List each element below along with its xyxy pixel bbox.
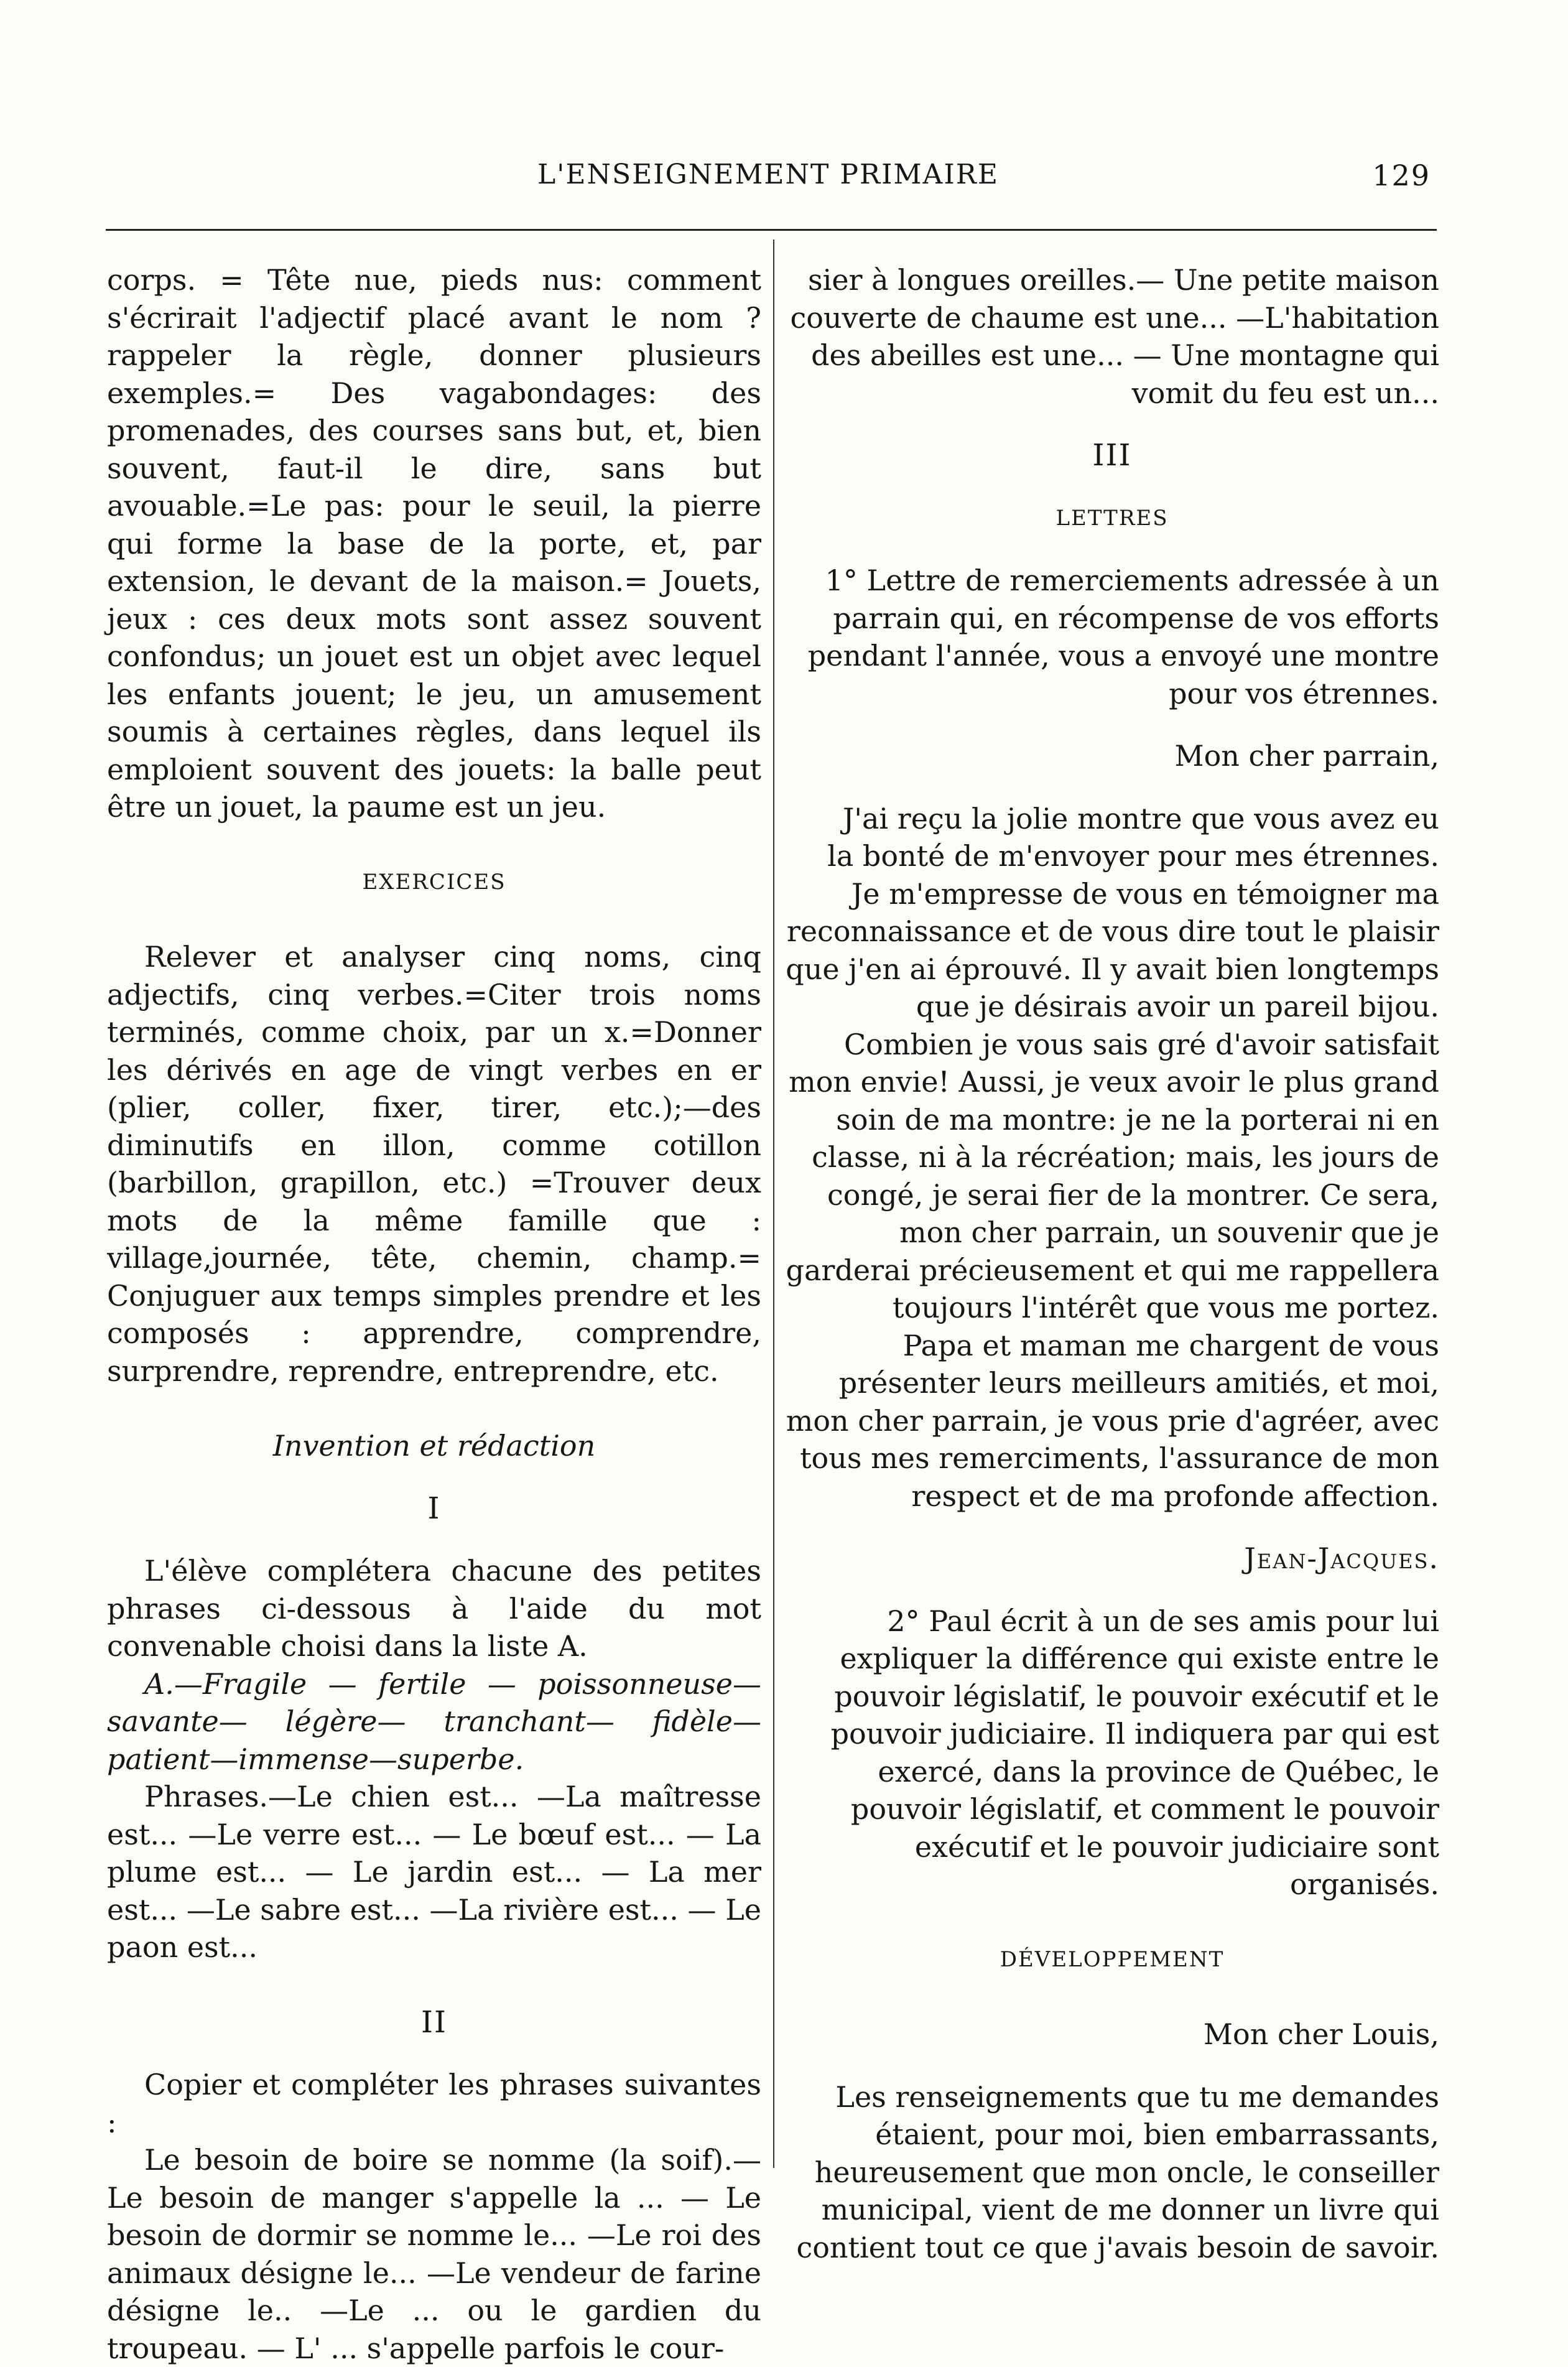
paragraph: Copier et compléter les phrases suivantes : <box>107 2068 761 2139</box>
paragraph: J'ai reçu la jolie montre que vous avez eu la bonté de m'envoyer pour mes étrennes. <box>827 801 1439 873</box>
paragraph: L'élève complétera chacune des petites phrases ci-dessous à l'aide du mot convenable choisi dans la liste A. <box>107 1554 761 1663</box>
column-divider <box>773 239 774 2168</box>
section-heading: Invention et rédaction <box>272 1429 596 1463</box>
paragraph: Je m'empresse de vous en témoigner ma reconnaissance et de vous dire tout le plaisir que j'en ai éprouvé. Il y avait bien longtemps que je désirais avoir un pareil bijou. Combien je vous sais gré d'avoir satisfait mon envie! Aussi, je veux avoir le plus grand soin de ma montre: je ne la porterai ni en classe, ni à la récréation; mais, les jours de congé, je serai fier de la montrer. Ce sera, mon cher parrain, un souvenir que je garderai précieusement et qui me rappellera toujours l'intérêt que vous me portez. <box>786 877 1439 1324</box>
right-column <box>785 261 1439 2266</box>
paragraph: Papa et maman me chargent de vous présenter leurs meilleurs amitiés, et moi, mon cher parrain, je vous prie d'agréer, avec tous mes remerciments, l'assurance de mon respect et de ma profonde affection. <box>786 1328 1439 1513</box>
salutation: Mon cher Louis, <box>1203 2017 1439 2051</box>
page-header <box>106 156 1431 199</box>
paragraph: sier à longues oreilles.— Une petite maison couverte de chaume est une... —L'habitation des abeilles est une... — Une montagne qui vomit du feu est un... <box>790 263 1439 410</box>
salutation: Mon cher parrain, <box>1174 739 1439 773</box>
left-column <box>107 261 761 2367</box>
paragraph: corps. = Tête nue, pieds nus: comment s'écrirait l'adjectif placé avant le nom ? rappeler la règle, donner plusieurs exemples.= Des vagabondages: des promenades, des courses sans but, et, bien souvent, faut-il le dire, sans but avouable.=Le pas: pour le seuil, la pierre qui forme la base de la porte, et, par extension, le devant de la maison.= Jouets, jeux : ces deux mots sont assez souvent confondus; un jouet est un objet avec lequel les enfants jouent; le jeu, un amusement soumis à certaines règles, dans lequel ils emploient souvent des jouets: la balle peut être un jouet, la paume est un jeu. <box>107 263 761 824</box>
paragraph: Le besoin de boire se nomme (la soif).— Le besoin de manger s'appelle la ... — Le besoin de dormir se nomme le... —Le roi des animaux désigne le... —Le vendeur de farine désigne le.. —Le ... ou le gardien du troupeau. — L' ... s'appelle parfois le cour- <box>107 2143 761 2365</box>
section-number: III <box>1092 438 1132 473</box>
paragraph: Relever et analyser cinq noms, cinq adjectifs, cinq verbes.=Citer trois noms terminés, comme choix, par un x.=Donner les dérivés en age de vingt verbes en er (plier, coller, fixer, tirer, etc.);—des diminutifs en illon, comme cotillon (barbillon, grapillon, etc.) =Trouver deux mots de la même famille que : village,journée, tête, chemin, champ.= Conjuguer aux temps simples prendre et les composés : apprendre, comprendre, surprendre, reprendre, entreprendre, etc. <box>107 940 761 1388</box>
section-number: II <box>421 2004 447 2040</box>
section-heading: LETTRES <box>1055 505 1169 531</box>
paragraph: A.—Fragile — fertile — poissonneuse— savante— légère— tranchant— fidèle— patient—immense—superbe. <box>107 1667 761 1776</box>
header-rule <box>106 229 1437 231</box>
paragraph: Les renseignements que tu me demandes étaient, pour moi, bien embarrassants, heureusement que mon oncle, le conseiller municipal, vient de me donner un livre qui contient tout ce que j'avais besoin de savoir. <box>796 2080 1439 2264</box>
paragraph: 2° Paul écrit à un de ses amis pour lui expliquer la différence qui existe entre le pouvoir législatif, le pouvoir exécutif et le pouvoir judiciaire. Il indiquera par qui est exercé, dans la province de Québec, le pouvoir législatif, et comment le pouvoir exécutif et le pouvoir judiciaire sont organisés. <box>830 1604 1439 1901</box>
running-title: L'ENSEIGNEMENT PRIMAIRE <box>537 159 999 190</box>
page-number: 129 <box>1372 159 1431 192</box>
section-heading: DÉVELOPPEMENT <box>1000 1946 1225 1972</box>
paragraph: 1° Lettre de remerciements adressée à un parrain qui, en récompense de vos efforts pendant l'année, vous a envoyé une montre pour vos étrennes. <box>807 564 1439 710</box>
paragraph: Phrases.—Le chien est... —La maîtresse est... —Le verre est... — Le bœuf est... — La plume est... — Le jardin est... — La mer est... —Le sabre est... —La rivière est... — Le paon est... <box>107 1780 761 1964</box>
signature: Jean-Jacques. <box>1244 1542 1439 1575</box>
section-heading: EXERCICES <box>362 869 506 895</box>
section-number: I <box>427 1490 441 1526</box>
